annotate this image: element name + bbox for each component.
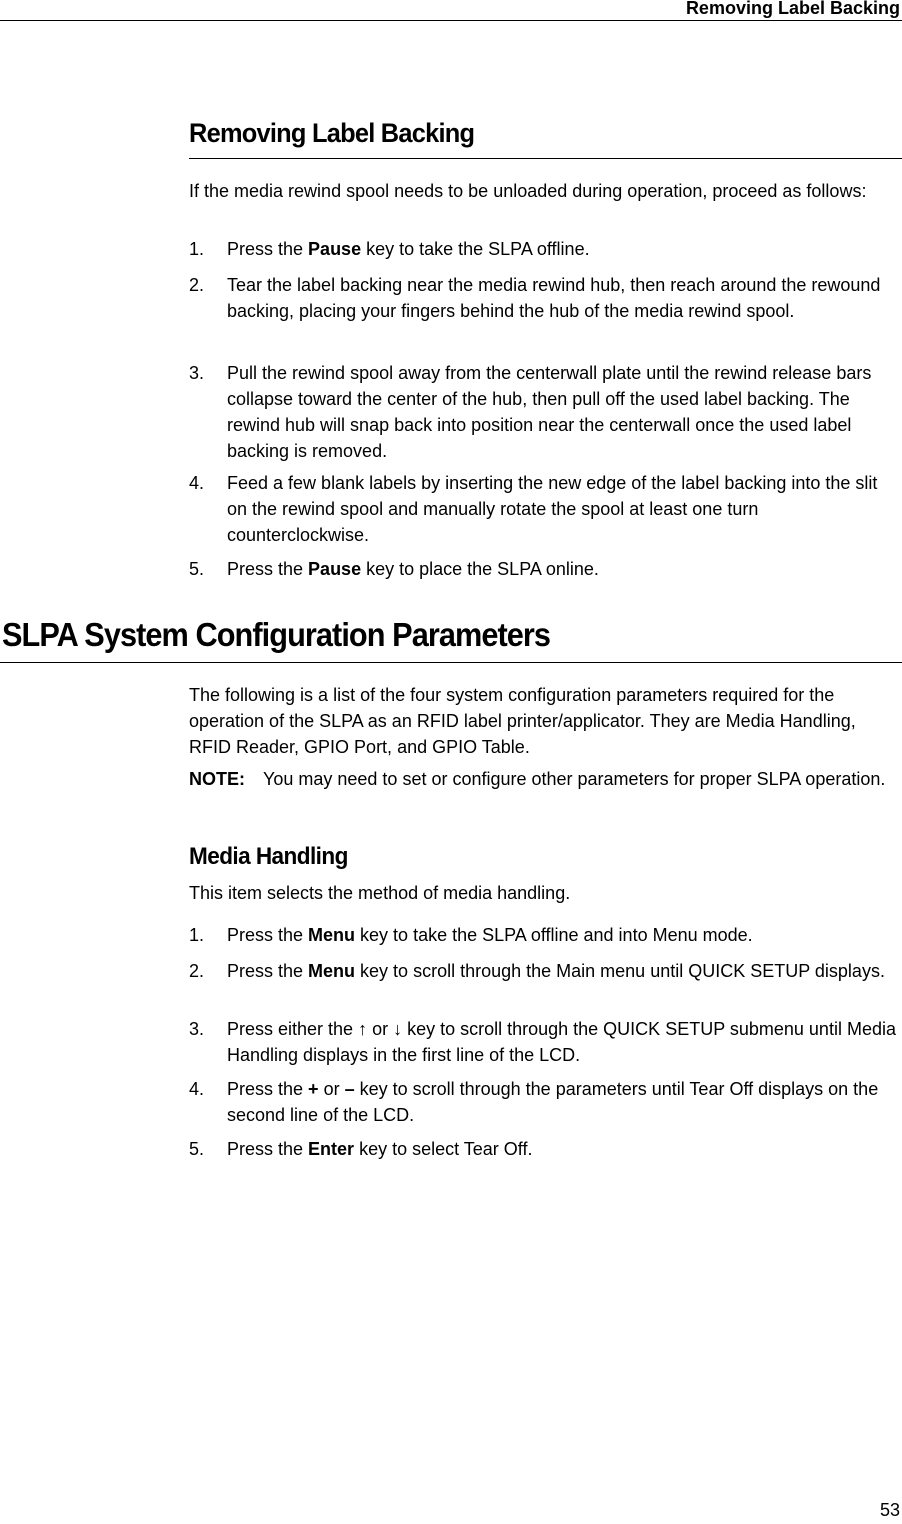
step-number: 3. — [189, 1019, 205, 1039]
step-text: Press the Menu key to take the SLPA offline and into Menu mode. — [227, 925, 753, 945]
section-rule — [0, 662, 902, 663]
section-title-removing-label-backing: Removing Label Backing — [189, 118, 475, 148]
section1-intro: If the media rewind spool needs to be unloaded during operation, proceed as follows: — [189, 181, 867, 201]
key-name: Enter — [308, 1139, 355, 1159]
page-number: 53 — [879, 1500, 900, 1520]
key-name: – — [344, 1079, 355, 1099]
key-name: + — [308, 1079, 319, 1099]
step-text: Press the Pause key to take the SLPA offline. — [227, 239, 590, 259]
step-number: 1. — [189, 925, 205, 945]
step-number: 2. — [189, 961, 205, 981]
note-label: NOTE: — [189, 769, 245, 789]
running-header-title: Removing Label Backing — [685, 0, 900, 18]
step-text: Tear the label backing near the media rewind hub, then reach around the rewound backing, placing your fingers behind the hub of the media rewind spool. — [227, 275, 881, 321]
key-name: Menu — [308, 961, 356, 981]
subsection-title-media-handling: Media Handling — [189, 843, 348, 870]
section-rule — [189, 158, 902, 159]
running-header — [0, 0, 902, 21]
step-number: 1. — [189, 239, 205, 259]
key-name: Menu — [308, 925, 356, 945]
subsection-intro: This item selects the method of media handling. — [189, 883, 571, 903]
step-number: 3. — [189, 363, 205, 383]
step-text: Pull the rewind spool away from the centerwall plate until the rewind release bars collapse toward the center of the hub, then pull off the used label backing. The rewind hub will snap back into position near the centerwall once the used label backing is removed. — [227, 363, 872, 461]
key-name: Pause — [308, 239, 362, 259]
step-text: Press either the ↑ or ↓ key to scroll through the QUICK SETUP submenu until Media Handling displays in the first line of the LCD. — [227, 1019, 896, 1065]
step-number: 4. — [189, 1079, 205, 1099]
note-text: You may need to set or configure other parameters for proper SLPA operation. — [263, 769, 886, 789]
step-number: 5. — [189, 559, 205, 579]
key-name: Pause — [308, 559, 362, 579]
down-arrow-icon: ↓ — [393, 1019, 403, 1039]
step-text: Feed a few blank labels by inserting the new edge of the label backing into the slit on the rewind spool and manually rotate the spool at least one turn counterclockwise. — [227, 473, 878, 545]
step-number: 2. — [189, 275, 205, 295]
step-text: Press the Menu key to scroll through the Main menu until QUICK SETUP displays. — [227, 961, 885, 981]
section-title-slpa-system-configuration: SLPA System Configuration Parameters — [2, 616, 551, 653]
section2-intro: The following is a list of the four system configuration parameters required for the operation of the SLPA as an RFID label printer/applicator. They are Media Handling, RFID Reader, GPIO Port, and GPIO Table. — [189, 685, 856, 757]
step-text: Press the Enter key to select Tear Off. — [227, 1139, 533, 1159]
step-number: 4. — [189, 473, 205, 493]
up-arrow-icon: ↑ — [358, 1019, 368, 1039]
step-text: Press the Pause key to place the SLPA online. — [227, 559, 599, 579]
step-text: Press the + or – key to scroll through the parameters until Tear Off displays on the second line of the LCD. — [227, 1079, 879, 1125]
step-number: 5. — [189, 1139, 205, 1159]
